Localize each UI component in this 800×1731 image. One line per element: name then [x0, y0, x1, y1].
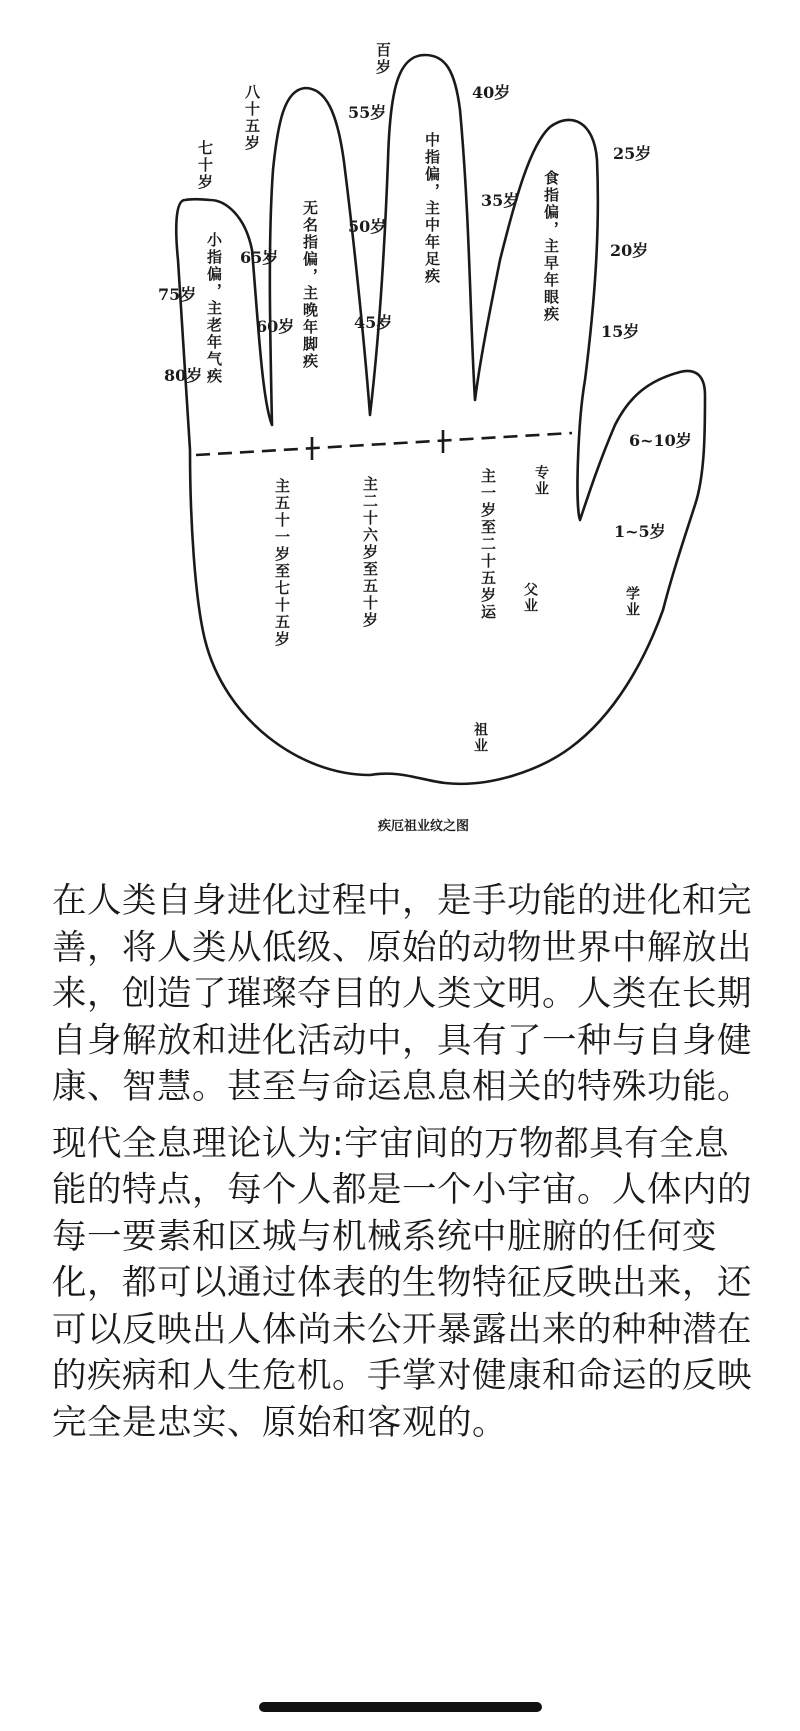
crease-dashed-line — [196, 433, 572, 455]
article-paragraph-1: 在人类自身进化过程中，是手功能的进化和完善，将人类从低级、原始的动物世界中解放出来，创造了璀璨夺目的人类文明。人类在长期自身解放和进化活动中，具有了一种与自身健康、智慧。甚至与命运息息相关的特殊功能。 — [52, 881, 752, 1107]
palm-note-left: 主五十一岁至七十五岁 — [273, 478, 291, 648]
age-label-25: 25岁 — [613, 144, 652, 163]
palmistry-diagram — [0, 0, 800, 850]
age-label-1-5: 1~5岁 — [614, 522, 666, 541]
palm-note-center: 主二十六岁至五十岁 — [361, 476, 379, 629]
palm-note-career: 专业 — [533, 465, 549, 497]
finger-note-index: 食指偏，主早年眼疾 — [542, 170, 560, 323]
age-label-60: 60岁 — [256, 317, 295, 336]
figure-caption: 疾厄祖业纹之图 — [378, 819, 470, 834]
age-label-85: 八十五岁 — [243, 84, 261, 152]
age-label-6-10: 6~10岁 — [629, 431, 692, 450]
age-label-40: 40岁 — [472, 83, 511, 102]
article-body — [52, 878, 752, 1456]
age-label-80: 80岁 — [164, 366, 203, 385]
age-label-45: 45岁 — [354, 313, 393, 332]
age-label-75: 75岁 — [158, 285, 197, 304]
age-label-20: 20岁 — [610, 241, 649, 260]
age-label-50: 50岁 — [348, 217, 387, 236]
home-indicator[interactable] — [259, 1702, 542, 1712]
palm-note-study: 学业 — [624, 586, 640, 618]
palm-note-right: 主一岁至二十五岁运 — [479, 468, 497, 621]
finger-note-little: 小指偏，主老年气疾 — [205, 232, 223, 385]
age-label-hundred: 百岁 — [374, 42, 392, 76]
age-label-70: 七十岁 — [196, 140, 214, 191]
age-label-15: 15岁 — [601, 322, 640, 341]
finger-note-middle: 中指偏，主中年足疾 — [423, 132, 441, 285]
article-paragraph-2: 现代全息理论认为:宇宙间的万物都具有全息能的特点，每个人都是一个小宇宙。人体内的每一要素和区城与机械系统中脏腑的任何变化，都可以通过体表的生物特征反映出来，还可以反映出人体尚未公开暴露出来的种种潜在的疾病和人生危机。手掌对健康和命运的反映完全是忠实、原始和客观的。 — [52, 1123, 752, 1443]
palm-note-father: 父业 — [522, 582, 538, 614]
age-label-65: 65岁 — [240, 248, 279, 267]
palm-note-ancestral: 祖业 — [472, 722, 488, 754]
finger-note-ring: 无名指偏，主晚年脚疾 — [301, 200, 319, 370]
age-label-55: 55岁 — [348, 103, 387, 122]
age-label-35: 35岁 — [481, 191, 520, 210]
